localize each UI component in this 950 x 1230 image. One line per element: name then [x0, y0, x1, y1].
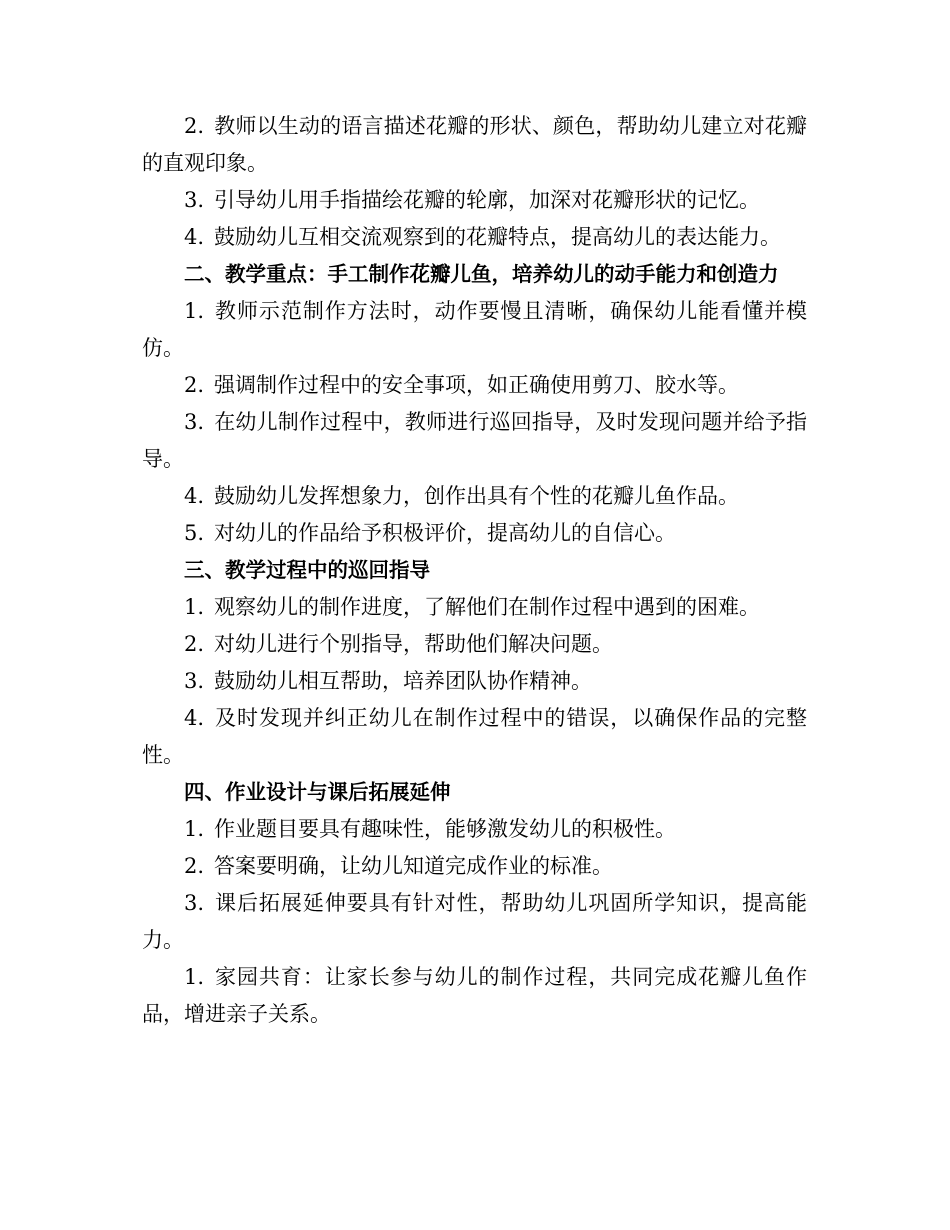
item-number: 1. [184, 595, 205, 619]
item-number: 4. [184, 225, 205, 249]
item-text: 作业题目要具有趣味性，能够激发幼儿的积极性。 [214, 817, 677, 841]
list-item [142, 182, 807, 219]
item-text: 观察幼儿的制作进度，了解他们在制作过程中遇到的困难。 [214, 595, 761, 619]
list-item [142, 848, 807, 885]
list-item [142, 959, 807, 1033]
item-number: 4. [184, 484, 205, 508]
list-item [142, 589, 807, 626]
item-text: 答案要明确，让幼儿知道完成作业的标准。 [214, 854, 614, 878]
list-item [142, 515, 807, 552]
item-text: 教师以生动的语言描述花瓣的形状、颜色，帮助幼儿建立对花瓣的直观印象。 [142, 114, 807, 175]
item-number: 3. [184, 669, 205, 693]
list-item [142, 626, 807, 663]
item-number: 1. [184, 817, 205, 841]
item-text: 及时发现并纠正幼儿在制作过程中的错误，以确保作品的完整性。 [142, 706, 807, 767]
item-text: 家园共育：让家长参与幼儿的制作过程，共同完成花瓣儿鱼作品，增进亲子关系。 [142, 965, 807, 1026]
list-item [142, 811, 807, 848]
item-text: 在幼儿制作过程中，教师进行巡回指导，及时发现问题并给予指导。 [142, 410, 807, 471]
item-text: 鼓励幼儿发挥想象力，创作出具有个性的花瓣儿鱼作品。 [214, 484, 740, 508]
item-text: 强调制作过程中的安全事项，如正确使用剪刀、胶水等。 [214, 373, 740, 397]
list-item [142, 478, 807, 515]
item-text: 引导幼儿用手指描绘花瓣的轮廓，加深对花瓣形状的记忆。 [214, 188, 761, 212]
item-number: 1. [184, 299, 205, 323]
item-number: 2. [184, 373, 205, 397]
section-heading: 二、教学重点：手工制作花瓣儿鱼，培养幼儿的动手能力和创造力 [184, 262, 779, 286]
item-text: 课后拓展延伸要具有针对性，帮助幼儿巩固所学知识，提高能力。 [142, 891, 807, 952]
item-number: 3. [184, 188, 205, 212]
item-number: 3. [184, 891, 205, 915]
item-number: 2. [184, 854, 205, 878]
list-item [142, 663, 807, 700]
list-item [142, 293, 807, 367]
section-heading: 三、教学过程中的巡回指导 [184, 558, 430, 582]
item-number: 2. [184, 632, 205, 656]
item-text: 教师示范制作方法时，动作要慢且清晰，确保幼儿能看懂并模仿。 [142, 299, 807, 360]
item-text: 对幼儿的作品给予积极评价，提高幼儿的自信心。 [214, 521, 677, 545]
list-item [142, 219, 807, 256]
item-text: 鼓励幼儿互相交流观察到的花瓣特点，提高幼儿的表达能力。 [214, 225, 782, 249]
item-text: 对幼儿进行个别指导，帮助他们解决问题。 [214, 632, 614, 656]
item-text: 鼓励幼儿相互帮助，培养团队协作精神。 [214, 669, 593, 693]
list-item [142, 404, 807, 478]
section-heading: 四、作业设计与课后拓展延伸 [184, 780, 451, 804]
list-item [142, 367, 807, 404]
item-number: 3. [184, 410, 205, 434]
item-number: 2. [184, 114, 205, 138]
item-number: 1. [184, 965, 205, 989]
list-item [142, 700, 807, 774]
document-body [142, 108, 807, 1033]
list-item [142, 108, 807, 182]
item-number: 5. [184, 521, 205, 545]
item-number: 4. [184, 706, 205, 730]
list-item [142, 885, 807, 959]
